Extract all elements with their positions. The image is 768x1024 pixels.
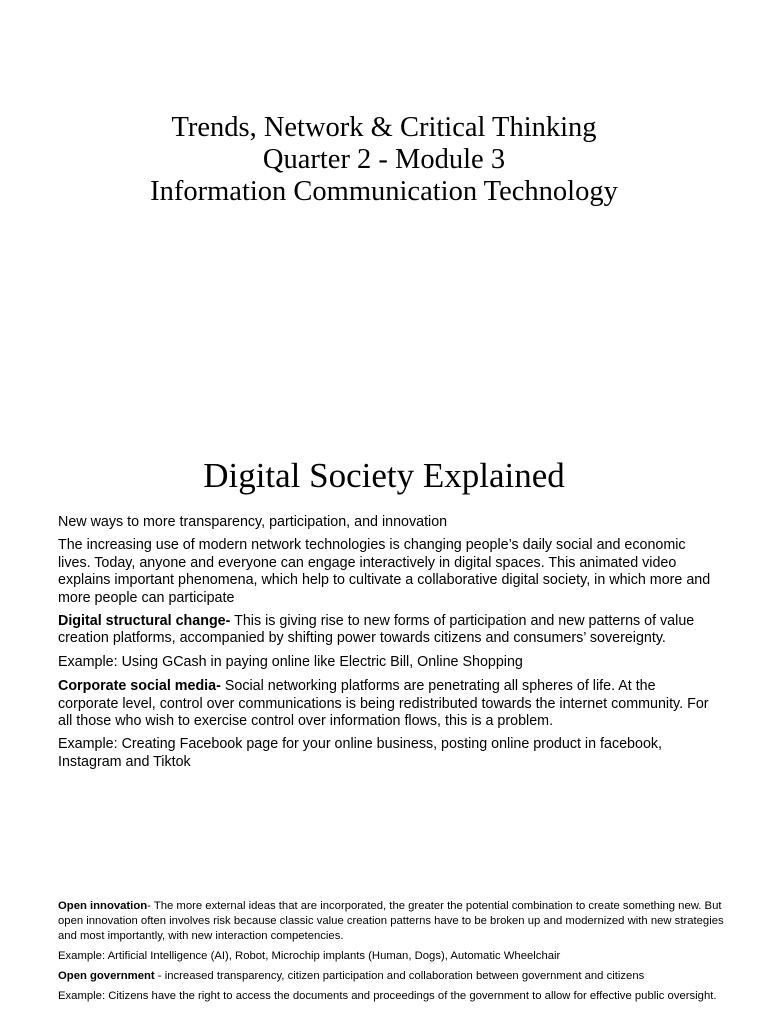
title-line-subject: Information Communication Technology [150,176,618,207]
open-government-text: - increased transparency, citizen participation and collaboration between government and citizens [154,970,645,983]
open-government-term: Open government [58,970,155,983]
corporate-social-media-text: Social networking platforms are penetrating all spheres of life. At the corporate level, control over communications is being redistributed towards the internet community. For all those who wish to exercise control over information flows, this is a problem. [58,678,709,730]
open-innovation-term: Open innovation [58,900,148,912]
footer-notes [58,899,738,1010]
intro-paragraph: The increasing use of modern network technologies is changing people’s daily social and economic lives. Today, anyone and everyone can engage interactively in digital spaces. This animated video explains important phenomena, which help to cultivate a collaborative digital society, in which more and more people can participate [58,537,711,606]
example-citizens: Example: Citizens have the right to access the documents and proceedings of the government to allow for effective public oversight. [58,990,717,1003]
example-ai: Example: Artificial Intelligence (AI), Robot, Microchip implants (Human, Dogs), Automatic Wheelchair [58,950,561,963]
open-government-paragraph [58,969,738,984]
intro-line: New ways to more transparency, participation, and innovation [58,514,448,530]
corporate-social-media-paragraph [58,678,718,730]
structural-change-paragraph [58,613,718,648]
open-innovation-paragraph [58,899,738,944]
title-line-course: Trends, Network & Critical Thinking [171,112,597,143]
body-content [58,514,718,777]
title-line-module: Quarter 2 - Module 3 [262,144,506,175]
section-heading: Digital Society Explained [203,456,565,495]
structural-change-term: Digital structural change- [58,613,231,630]
document-title-block [0,112,768,208]
example-gcash: Example: Using GCash in paying online like Electric Bill, Online Shopping [58,653,523,670]
structural-change-text: This is giving rise to new forms of participation and new patterns of value creation platforms, accompanied by shifting power towards citizens and consumers’ sovereignty. [58,613,695,647]
corporate-social-media-term: Corporate social media- [58,678,221,695]
open-innovation-text: - The more external ideas that are incorporated, the greater the potential combination to create something new. But open innovation often involves risk because classic value creation patterns have to be broken up and modernized with new strategies and most importantly, with new interaction competencies. [58,900,724,943]
example-facebook: Example: Creating Facebook page for your online business, posting online product in facebook, Instagram and Tiktok [58,736,663,770]
